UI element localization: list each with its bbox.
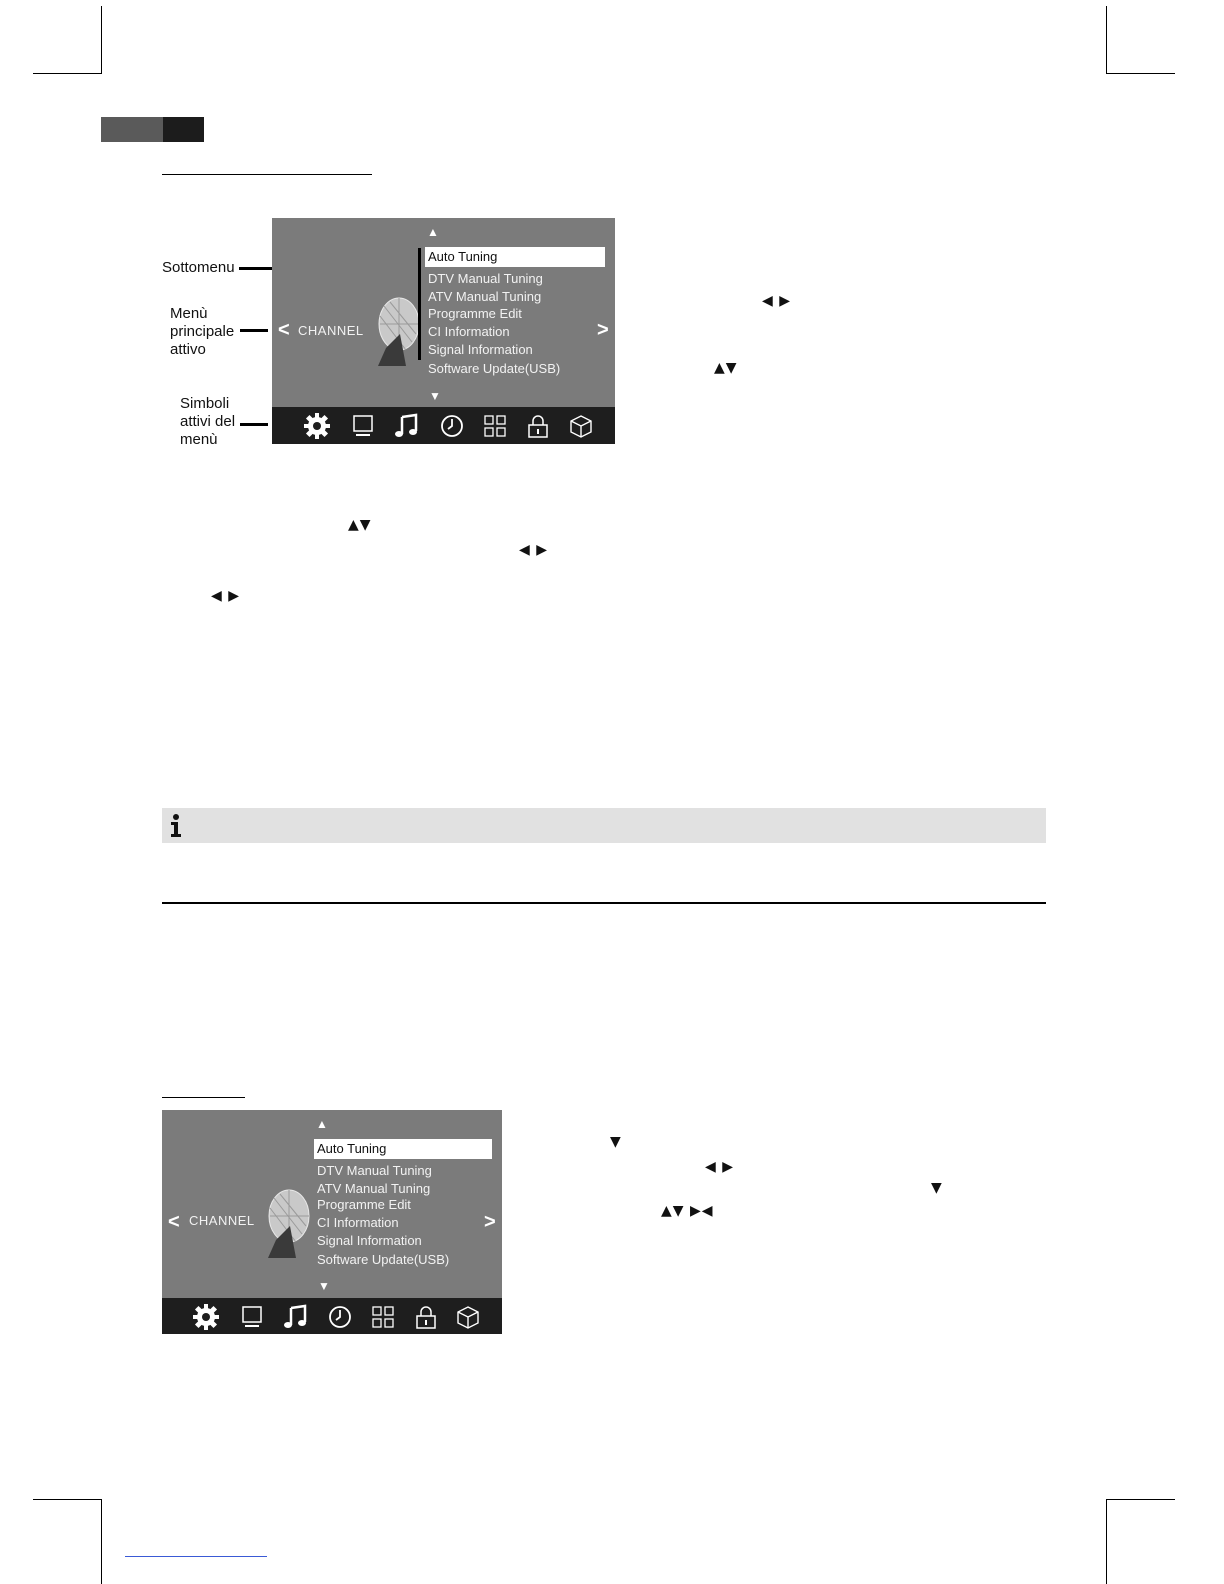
header-tab-accent	[163, 117, 204, 142]
down-arrow-icon: ▼	[429, 389, 441, 403]
menu-icon-bar	[272, 407, 615, 444]
menu-item-ci-information[interactable]: CI Information	[317, 1215, 399, 1230]
lock-icon[interactable]	[413, 1304, 439, 1330]
info-icon	[170, 814, 182, 838]
callout-symbols	[180, 395, 235, 449]
info-note-bar	[162, 808, 1046, 843]
crop-mark	[101, 6, 102, 74]
channel-label: CHANNEL	[189, 1213, 255, 1228]
menu-item-dtv-manual-tuning[interactable]: DTV Manual Tuning	[317, 1163, 432, 1178]
menu-item-auto-tuning[interactable]: Auto Tuning	[314, 1139, 492, 1159]
up-down-arrows-symbol: ▲▼	[348, 517, 372, 533]
menu-item-ci-information[interactable]: CI Information	[428, 324, 510, 339]
all-arrows-symbol: ▲▼ ▶◀	[661, 1203, 714, 1219]
menu-item-software-update[interactable]: Software Update(USB)	[428, 361, 561, 376]
callout-symbols-line	[240, 423, 268, 426]
menu-item-signal-information[interactable]: Signal Information	[428, 342, 533, 357]
monitor-icon[interactable]	[350, 413, 376, 439]
submenu-list	[314, 1139, 494, 1274]
menu-item-software-update[interactable]: Software Update(USB)	[317, 1252, 450, 1267]
down-arrow-icon: ▼	[318, 1279, 330, 1293]
gear-icon[interactable]	[304, 413, 330, 439]
menu-item-dtv-manual-tuning[interactable]: DTV Manual Tuning	[428, 271, 543, 286]
menu-item-atv-manual-tuning[interactable]: ATV Manual Tuning	[317, 1181, 431, 1196]
up-down-arrows-symbol: ▲▼	[714, 360, 738, 376]
left-arrow-icon: <	[168, 1211, 180, 1233]
up-arrow-icon: ▲	[427, 225, 439, 239]
footer-link-underline[interactable]	[125, 1556, 267, 1557]
left-arrow-icon: <	[278, 319, 290, 341]
gear-icon[interactable]	[193, 1304, 219, 1330]
left-right-arrows-symbol: ◀ ▶	[762, 293, 791, 309]
menu-item-signal-information[interactable]: Signal Information	[317, 1233, 422, 1248]
menu-icon-bar	[162, 1298, 502, 1334]
tv-menu-screen	[272, 218, 615, 444]
crop-mark	[1106, 6, 1107, 74]
clock-icon[interactable]	[439, 413, 465, 439]
crop-mark	[33, 73, 102, 74]
callout-symbols-line-2: attivi del	[180, 413, 236, 430]
callout-main-menu-line-1: Menù	[170, 305, 208, 322]
crop-mark	[33, 1499, 102, 1500]
grid-icon[interactable]	[482, 413, 508, 439]
menu-item-programme-edit[interactable]: Programme Edit	[317, 1197, 411, 1212]
music-note-icon[interactable]	[283, 1304, 309, 1330]
submenu-bracket	[418, 248, 421, 360]
callout-main-menu-line	[240, 329, 268, 332]
section-divider	[162, 902, 1046, 904]
header-tab-language	[101, 117, 163, 142]
box-icon[interactable]	[568, 413, 594, 439]
channel-label: CHANNEL	[298, 323, 364, 338]
crop-mark	[101, 1499, 102, 1584]
tv-menu-screen-bottom	[162, 1110, 502, 1334]
callout-symbols-line-3: menù	[180, 431, 218, 448]
up-arrow-icon: ▲	[316, 1117, 328, 1131]
grid-icon[interactable]	[370, 1304, 396, 1330]
lock-icon[interactable]	[525, 413, 551, 439]
satellite-dish-icon	[262, 1186, 312, 1258]
satellite-dish-icon	[372, 294, 422, 366]
left-right-arrows-symbol: ◀ ▶	[519, 542, 548, 558]
right-arrow-icon: >	[484, 1211, 496, 1233]
submenu-list	[425, 247, 605, 382]
menu-item-auto-tuning[interactable]: Auto Tuning	[425, 247, 605, 267]
clock-icon[interactable]	[327, 1304, 353, 1330]
callout-submenu: Sottomenu	[162, 259, 235, 276]
menu-item-programme-edit[interactable]: Programme Edit	[428, 306, 522, 321]
subsection-heading-underline	[162, 1097, 245, 1098]
left-right-arrows-symbol: ◀ ▶	[211, 588, 240, 604]
callout-main-menu-line-2: principale	[170, 323, 235, 340]
callout-main-menu-line-3: attivo	[170, 341, 206, 358]
music-note-icon[interactable]	[394, 413, 420, 439]
monitor-icon[interactable]	[239, 1304, 265, 1330]
section-heading-underline	[162, 174, 372, 175]
crop-mark	[1106, 73, 1175, 74]
callout-symbols-line-1: Simboli	[180, 395, 230, 412]
crop-mark	[1106, 1499, 1175, 1500]
crop-mark	[1106, 1499, 1107, 1584]
callout-main-menu	[170, 305, 234, 359]
right-arrow-icon: >	[597, 319, 609, 341]
down-arrow-symbol: ▼	[931, 1180, 943, 1196]
down-arrow-symbol: ▼	[610, 1134, 622, 1150]
left-right-arrows-symbol: ◀ ▶	[705, 1159, 734, 1175]
menu-item-atv-manual-tuning[interactable]: ATV Manual Tuning	[428, 289, 542, 304]
box-icon[interactable]	[455, 1304, 481, 1330]
